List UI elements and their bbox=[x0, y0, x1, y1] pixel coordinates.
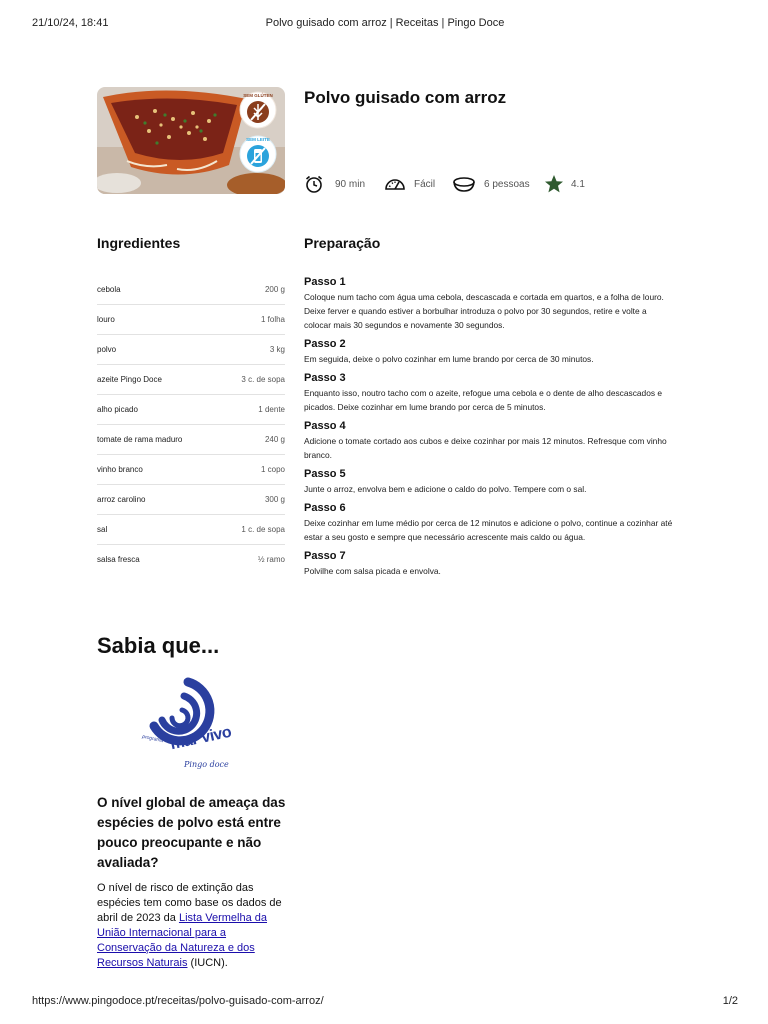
print-url: https://www.pingodoce.pt/receitas/polvo-guisado-com-arroz/ bbox=[32, 995, 324, 1007]
step bbox=[304, 420, 674, 462]
ingredient-name: azeite Pingo Doce bbox=[97, 375, 162, 384]
step bbox=[304, 276, 674, 332]
ingredient-row bbox=[97, 545, 285, 574]
star-icon bbox=[544, 174, 564, 194]
ingredient-name: tomate de rama maduro bbox=[97, 435, 183, 444]
step-text: Em seguida, deixe o polvo cozinhar em lume brando por cerca de 30 minutos. bbox=[304, 354, 594, 364]
sabia-answer bbox=[97, 881, 292, 971]
ingredient-row bbox=[97, 305, 285, 335]
answer-text: O nível de risco de extinção das espécies tem como base os dados de abril de 2023 da bbox=[97, 882, 282, 924]
step-text: Adicione o tomate cortado aos cubos e deixe cozinhar por mais 12 minutos. Refresque com vinho branco. bbox=[304, 436, 667, 460]
step-title: Passo 5 bbox=[304, 468, 346, 480]
ingredient-row bbox=[97, 425, 285, 455]
logo-small-text: programa bbox=[141, 733, 164, 745]
logo-brand-text: Pingo doce bbox=[184, 760, 229, 769]
ingredient-name: louro bbox=[97, 315, 115, 324]
meta-rating bbox=[544, 174, 585, 194]
ingredient-name: polvo bbox=[97, 345, 117, 354]
step bbox=[304, 372, 674, 414]
step-text: Enquanto isso, noutro tacho com o azeite, refogue uma cebola e o dente de alho descascados e picados. Deixe cozinhar em lume brando por cerca de 5 minutos. bbox=[304, 388, 663, 412]
step-title: Passo 6 bbox=[304, 502, 346, 514]
ingredient-row bbox=[97, 455, 285, 485]
step-text: Deixe cozinhar em lume médio por cerca de 12 minutos e adicione o polvo, continue a cozinhar até estar a seu gosto e sempre que necessário acrescente mais caldo ou água. bbox=[304, 518, 673, 542]
meta-time-value: 90 min bbox=[335, 179, 366, 190]
meta-difficulty-value: Fácil bbox=[414, 179, 436, 190]
meta-servings bbox=[452, 174, 530, 194]
step-title: Passo 3 bbox=[304, 372, 346, 384]
ingredient-name: sal bbox=[97, 525, 108, 534]
step-text: Coloque num tacho com água uma cebola, descascada e cortada em quartos, e a folha de louro. Deixe ferver e quando estiver a borbulhar introduza o polvo por 30 segundos, retire e volte a colocar mais 30 segundos e novamente 30 segundos. bbox=[304, 292, 664, 330]
ingredient-qty: 1 c. de sopa bbox=[241, 525, 285, 534]
meta-rating-value: 4.1 bbox=[571, 179, 585, 190]
ingredient-qty: 200 g bbox=[264, 285, 285, 294]
step-title: Passo 4 bbox=[304, 420, 346, 432]
ingredient-qty: 3 c. de sopa bbox=[241, 375, 285, 384]
logo-main-text: mar vivo bbox=[168, 723, 233, 754]
ingredient-name: arroz carolino bbox=[97, 495, 146, 504]
ingredient-name: salsa fresca bbox=[97, 555, 140, 564]
ingredient-qty: 240 g bbox=[264, 435, 285, 444]
iucn-red-list-link[interactable]: Lista Vermelha da União Internacional para a Conservação da Natureza e dos Recursos Naturais bbox=[97, 912, 268, 969]
badge-label: SEM GLÚTEN bbox=[243, 93, 273, 98]
bowl-icon bbox=[452, 174, 476, 194]
step bbox=[304, 550, 674, 578]
badge-sem-leite bbox=[238, 134, 278, 174]
ingredient-qty: ½ ramo bbox=[257, 555, 285, 564]
ingredient-row bbox=[97, 515, 285, 545]
badge-sem-gluten bbox=[238, 90, 278, 130]
preparation-steps bbox=[304, 276, 674, 584]
step-text: Junte o arroz, envolva bem e adicione o caldo do polvo. Tempere com o sal. bbox=[304, 484, 587, 494]
ingredient-row bbox=[97, 485, 285, 515]
ingredient-row bbox=[97, 335, 285, 365]
alarm-clock-icon bbox=[304, 174, 324, 194]
step-title: Passo 2 bbox=[304, 338, 346, 350]
print-date: 21/10/24, 18:41 bbox=[32, 17, 109, 29]
gauge-icon bbox=[384, 174, 406, 194]
answer-suffix: (IUCN). bbox=[187, 957, 228, 969]
step-text: Polvilhe com salsa picada e envolva. bbox=[304, 566, 441, 576]
ingredient-name: alho picado bbox=[97, 405, 138, 414]
ingredient-name: vinho branco bbox=[97, 465, 143, 474]
badge-label: SEM LEITE bbox=[246, 137, 270, 142]
meta-time bbox=[304, 174, 366, 194]
meta-difficulty bbox=[384, 174, 436, 194]
step bbox=[304, 468, 674, 496]
ingredients-list bbox=[97, 275, 285, 574]
meta-servings-value: 6 pessoas bbox=[484, 179, 530, 190]
recipe-title: Polvo guisado com arroz bbox=[304, 88, 507, 107]
step bbox=[304, 502, 674, 544]
ingredient-qty: 300 g bbox=[264, 495, 285, 504]
ingredients-heading: Ingredientes bbox=[97, 235, 181, 251]
step-title: Passo 7 bbox=[304, 550, 346, 562]
step-title: Passo 1 bbox=[304, 276, 346, 288]
ingredient-qty: 1 folha bbox=[260, 315, 285, 324]
ingredient-qty: 1 copo bbox=[260, 465, 285, 474]
step bbox=[304, 338, 674, 366]
ingredient-qty: 1 dente bbox=[258, 405, 285, 414]
ingredient-row bbox=[97, 365, 285, 395]
sabia-question: O nível global de ameaça das espécies de polvo está entre pouco preocupante e não avaliada? bbox=[97, 795, 286, 870]
ingredient-row bbox=[97, 275, 285, 305]
preparation-heading: Preparação bbox=[304, 235, 381, 251]
mar-vivo-logo bbox=[140, 676, 250, 776]
ingredient-qty: 3 kg bbox=[269, 345, 285, 354]
ingredient-row bbox=[97, 395, 285, 425]
sabia-que-heading: Sabia que... bbox=[97, 633, 220, 658]
ingredient-name: cebola bbox=[97, 285, 121, 294]
print-title: Polvo guisado com arroz | Receitas | Pingo Doce bbox=[265, 17, 505, 29]
print-page-number: 1/2 bbox=[722, 995, 738, 1007]
